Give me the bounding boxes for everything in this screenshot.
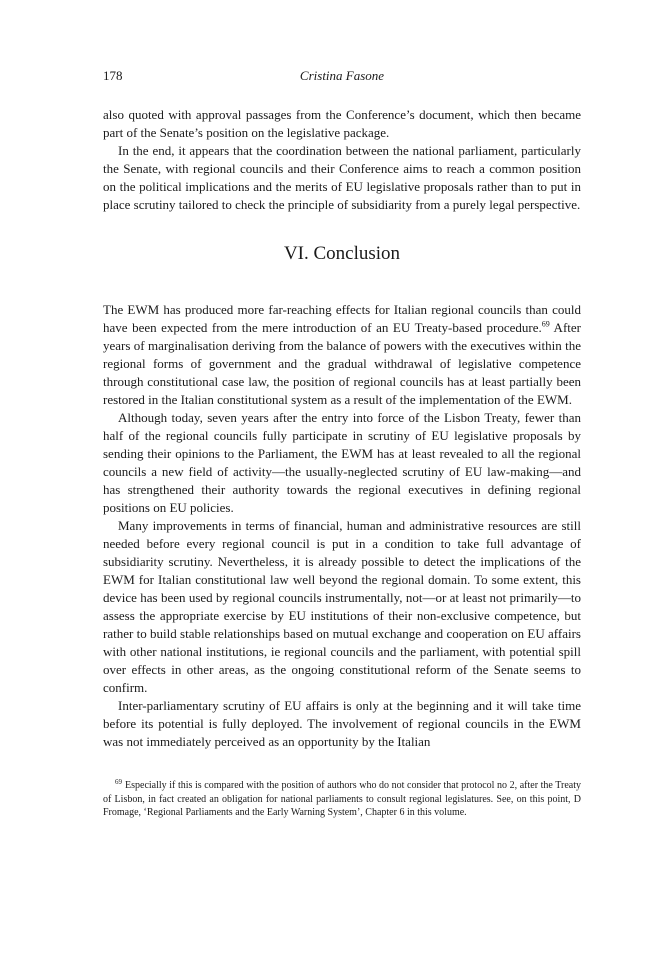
section-heading-conclusion: VI. Conclusion <box>283 243 401 264</box>
conclusion-text-after-note: After years of marginalisation deriving from the balance of powers with the executives within the regional forms of government and the gradual withdrawal of legislative competence through constitutional case law, the position of regional councils has at least partially been restored in the Italian constitutional system as a result of the implementation of the EWM. <box>103 320 581 407</box>
footnotes <box>103 779 581 820</box>
running-head-author: Cristina Fasone <box>299 68 385 83</box>
paragraph-conclusion-3: Many improvements in terms of financial, human and administrative resources are still needed before every regional council is put in a condition to take full advantage of subsidiarity scrutiny. Nevertheless, it is already possible to detect the implications of the EWM for Italian constitutional law well beyond the regional domain. To some extent, this device has been used by regional councils instrumentally, not—or at least not primarily—to assess the appropriate exercise by EU institutions of their non-exclusive competence, but rather to build stable relationships based on mutual exchange and cooperation on EU affairs with other national institutions, ie regional councils and the parliament, with potential spill over effects in other areas, as the ongoing constitutional reform of the Senate seems to confirm. <box>103 518 581 695</box>
conclusion-text-before-note: The EWM has produced more far-reaching effects for Italian regional councils than could have been expected from the mere introduction of an EU Treaty-based procedure. <box>103 302 581 335</box>
book-page <box>103 66 581 820</box>
paragraph-continued: also quoted with approval passages from the Conference’s document, which then became part of the Senate’s position on the legislative package. <box>103 107 581 140</box>
body-text <box>103 106 581 751</box>
paragraph-conclusion-4: Inter-parliamentary scrutiny of EU affairs is only at the beginning and it will take time before its potential is fully deployed. The involvement of regional councils in the EWM was not immediately perceived as an opportunity by the Italian <box>103 698 581 749</box>
footnote-text: Especially if this is compared with the position of authors who do not consider that protocol no 2, after the Treaty of Lisbon, in fact created an obligation for national parliaments to consult regional legislatures. See, on this point, D Fromage, ‘Regional Parliaments and the Early Warning System’, Chapter 6 in this volume. <box>103 780 581 818</box>
page-number: 178 <box>103 68 123 83</box>
running-head <box>103 66 581 86</box>
footnote-number: 69 <box>115 777 122 786</box>
paragraph-conclusion-1 <box>103 301 581 409</box>
paragraph-coordination: In the end, it appears that the coordination between the national parliament, particularly the Senate, with regional councils and their Conference aims to reach a common position on the political implications and the merits of EU legislative proposals rather than to put in place scrutiny tailored to check the principle of subsidiarity from a purely legal perspective. <box>103 143 581 212</box>
paragraph-conclusion-2: Although today, seven years after the entry into force of the Lisbon Treaty, fewer than half of the regional councils fully participate in scrutiny of EU legislative proposals by sending their opinions to the Parliament, the EWM has at least revealed to all the regional councils a new field of activity—the usually-neglected scrutiny of EU law-making—and has strengthened their authority towards the regional executives in defining regional positions on EU policies. <box>103 410 581 515</box>
footnote-69 <box>103 779 581 820</box>
footnote-reference[interactable]: 69 <box>541 319 550 329</box>
